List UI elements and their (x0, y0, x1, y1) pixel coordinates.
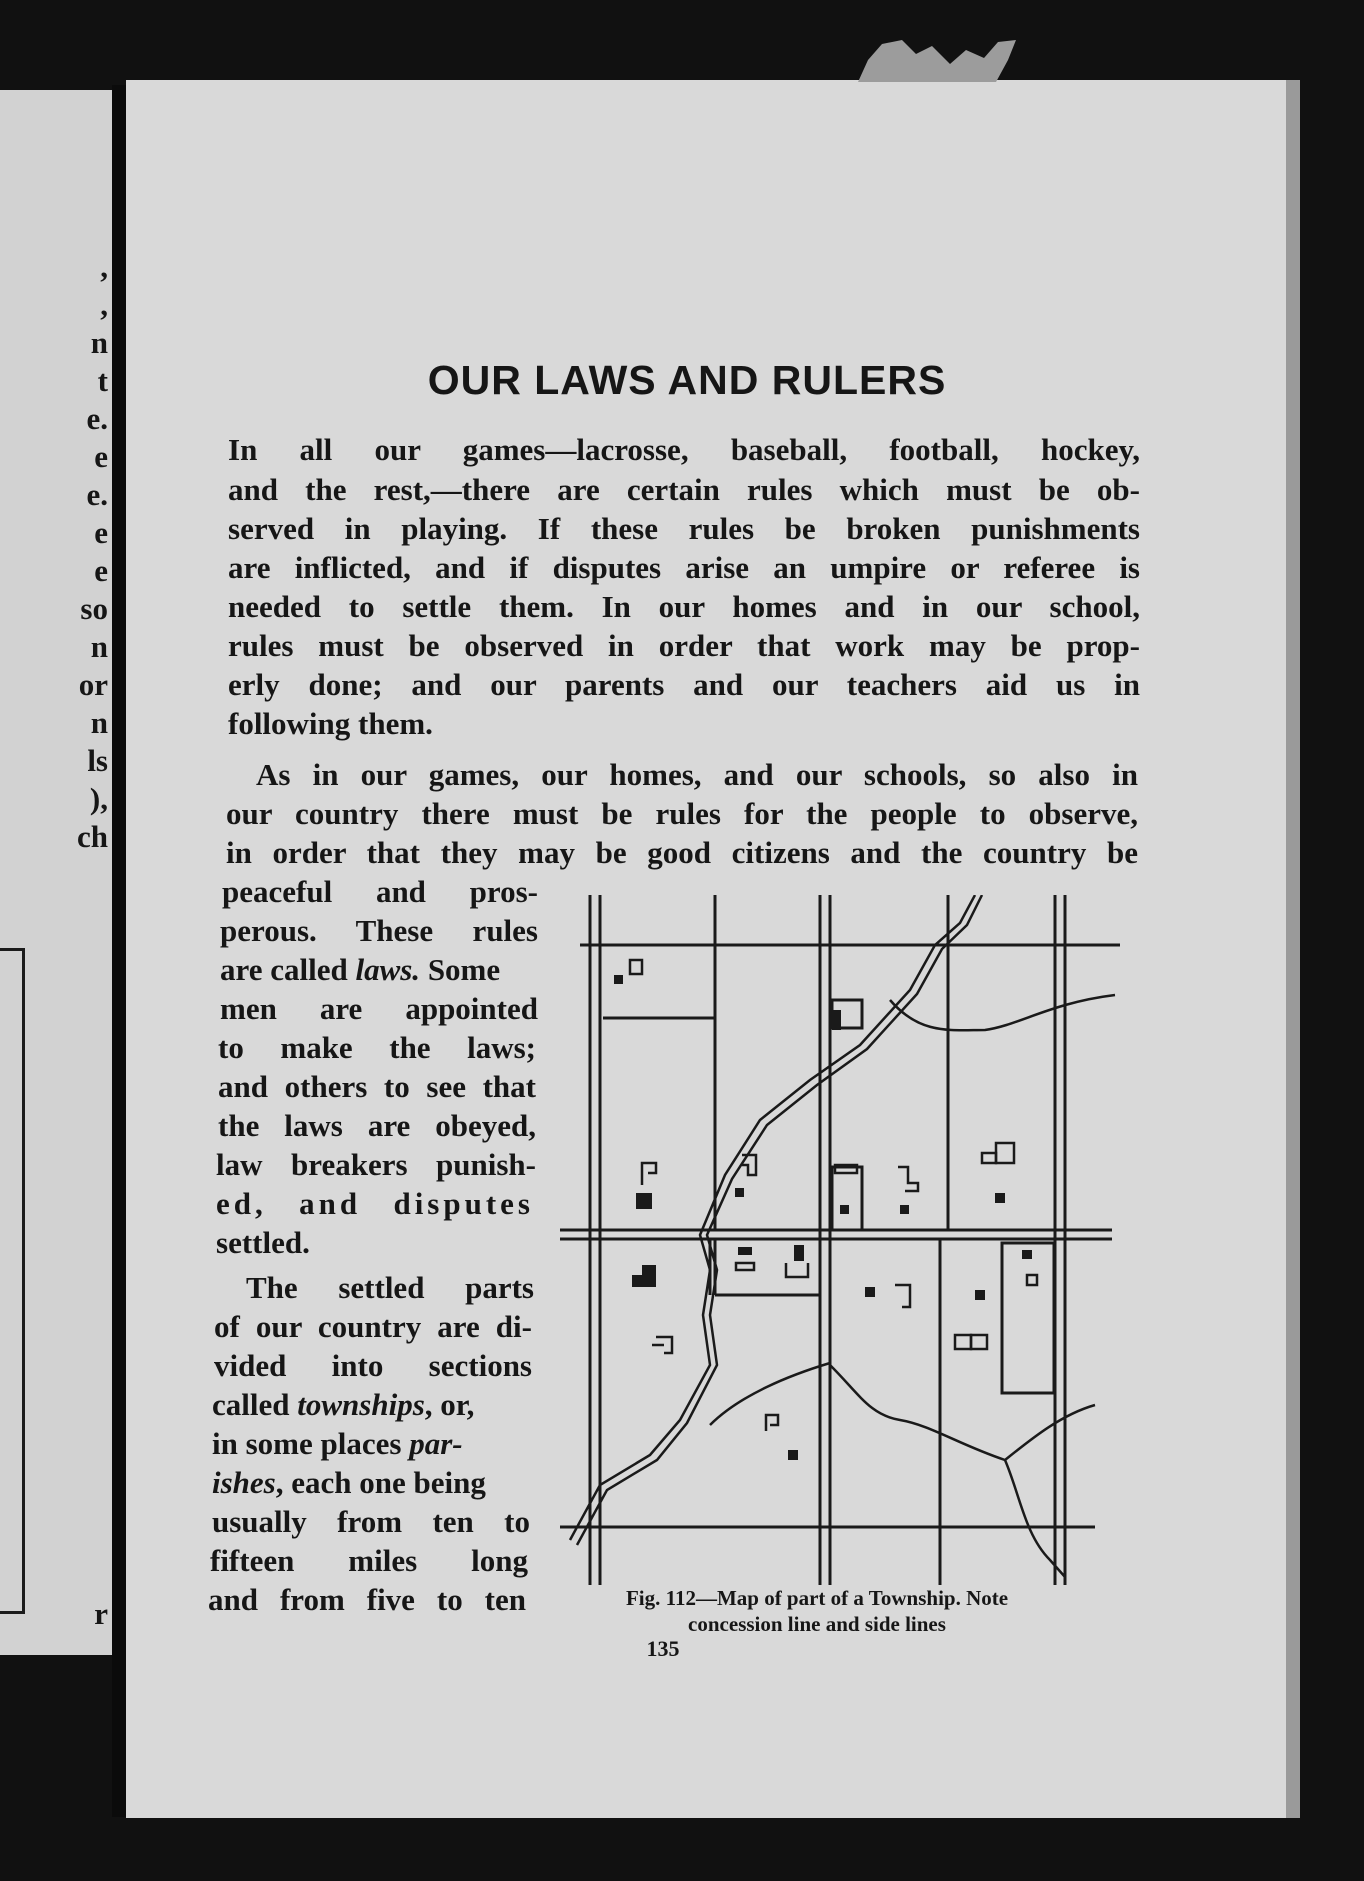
left-page-text-fragment: ch (77, 819, 108, 854)
body-line: our country there must be rules for the people to observe, (226, 796, 1138, 831)
left-page-text-fragment: e (94, 439, 108, 474)
column-line: peaceful and pros- (222, 874, 538, 909)
left-page-figure-frame (0, 948, 25, 1614)
body-line: erly done; and our parents and our teachers aid us in (228, 667, 1140, 702)
column-line: to make the laws; (218, 1030, 536, 1065)
left-page-text-fragment: ls (87, 743, 108, 778)
figure-caption-line: concession line and side lines (688, 1612, 946, 1636)
left-page-text-fragment: r (94, 1596, 108, 1631)
left-page-fragment (0, 90, 112, 1655)
column-line: in some places par- (212, 1426, 463, 1461)
column-line: usually from ten to (212, 1504, 530, 1539)
column-line: and from five to ten (208, 1582, 526, 1617)
column-line: settled. (216, 1225, 310, 1260)
body-line: As in our games, our homes, and our schools, so also in (256, 757, 1138, 792)
figure-caption (562, 1585, 1072, 1637)
left-page-text-fragment: e (94, 515, 108, 550)
left-page-text-fragment: or (78, 667, 108, 702)
body-line: are inflicted, and if disputes arise an umpire or referee is (228, 550, 1140, 585)
left-page-text-fragment: e (94, 553, 108, 588)
left-page-text-fragment: so (80, 591, 108, 626)
column-line: and others to see that (218, 1069, 536, 1104)
book-spine (112, 85, 126, 1817)
column-line: men are appointed (220, 991, 538, 1026)
body-line: In all our games—lacrosse, baseball, football, hockey, (228, 432, 1140, 467)
body-line: following them. (228, 706, 433, 741)
column-line: perous. These rules (220, 913, 538, 948)
column-line: ed, and disputes (216, 1186, 534, 1221)
column-line: fifteen miles long (210, 1543, 528, 1578)
column-line: the laws are obeyed, (218, 1108, 536, 1143)
page-title: OUR LAWS AND RULERS (427, 357, 947, 403)
left-page-text-fragment: e. (86, 477, 108, 512)
page-number: 135 (646, 1636, 680, 1661)
figure-caption-line: Fig. 112—Map of part of a Township. Note (625, 1586, 1009, 1610)
column-line: vided into sections (214, 1348, 532, 1383)
column-line: law breakers punish- (216, 1147, 536, 1182)
left-page-text-fragment: , (100, 249, 108, 284)
column-line: are called laws. Some (220, 952, 501, 987)
torn-paper-tab (858, 38, 1018, 82)
left-page-text-fragment: n (90, 325, 108, 360)
page-edge (1286, 80, 1300, 1818)
body-line: rules must be observed in order that work may be prop- (228, 628, 1140, 663)
column-line: called townships, or, (212, 1387, 475, 1422)
left-page-text-fragment: , (100, 287, 108, 322)
body-line: needed to settle them. In our homes and in our school, (228, 589, 1140, 624)
left-page-text-fragment: n (90, 629, 108, 664)
body-line: served in playing. If these rules be broken punishments (228, 511, 1140, 546)
column-line: The settled parts (246, 1270, 534, 1305)
township-map-figure (560, 895, 1120, 1585)
body-line: in order that they may be good citizens and the country be (226, 835, 1138, 870)
left-page-text-fragment: n (90, 705, 108, 740)
left-page-text-fragment: t (97, 363, 108, 398)
body-line: and the rest,—there are certain rules which must be ob- (228, 472, 1140, 507)
left-page-text-fragment: ), (89, 781, 108, 816)
column-line: ishes, each one being (212, 1465, 486, 1500)
left-page-text-fragment: e. (86, 401, 108, 436)
column-line: of our country are di- (214, 1309, 532, 1344)
